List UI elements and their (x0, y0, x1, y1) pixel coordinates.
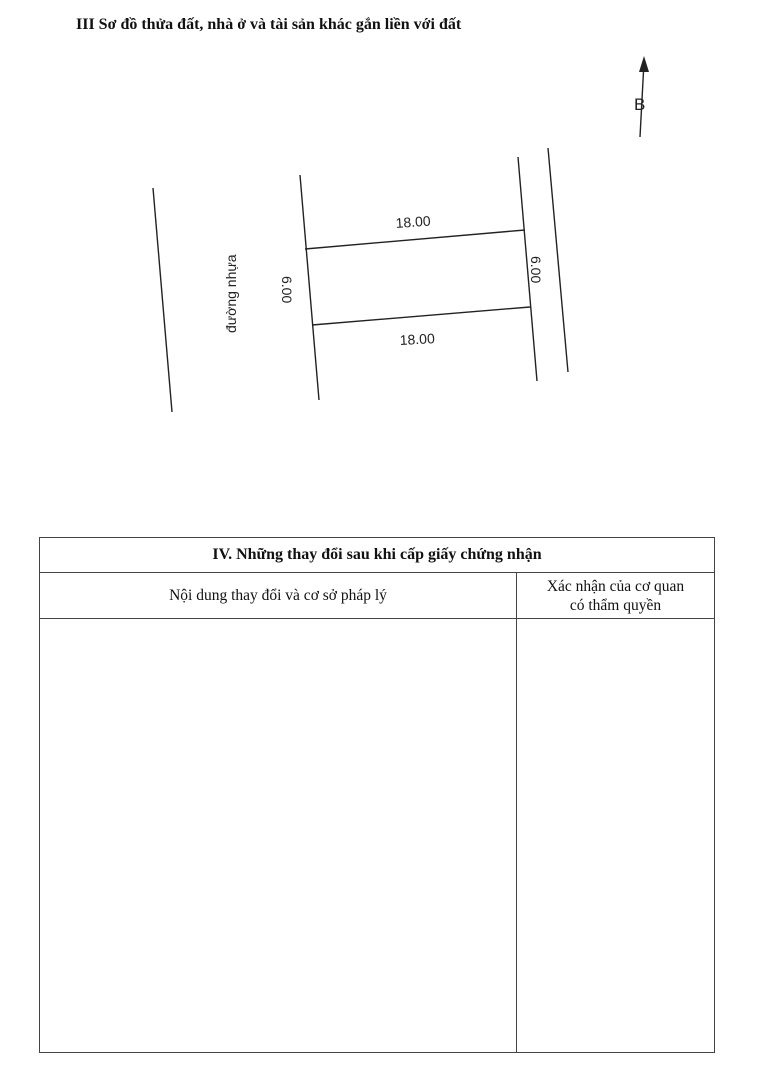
confirmation-label-line2: có thẩm quyền (569, 596, 662, 614)
content-column-body (40, 619, 517, 1052)
plot-top-edge (305, 230, 525, 249)
top-length-label: 18.00 (395, 212, 432, 231)
confirmation-column-body (517, 619, 714, 1052)
road-edge-line (153, 188, 172, 412)
confirmation-column-header (517, 573, 714, 619)
plot-left-boundary (300, 175, 319, 400)
plot-bottom-edge (312, 307, 530, 325)
confirmation-label-line1: Xác nhận của cơ quan (546, 577, 685, 595)
section-iii-title: III Sơ đồ thửa đất, nhà ở và tài sản khác gắn liền với đất (76, 16, 462, 33)
bottom-length-label: 18.00 (399, 330, 436, 348)
land-plot-diagram (0, 0, 764, 480)
content-column-label: Nội dung thay đổi và cơ sở pháp lý (169, 587, 387, 604)
north-label: B (634, 95, 646, 114)
road-label: đường nhựa (223, 254, 239, 333)
left-width-label: 6.00 (279, 276, 295, 304)
section-iv-title: IV. Những thay đổi sau khi cấp giấy chứng nhận (40, 538, 714, 573)
changes-table (39, 537, 715, 1053)
content-column-header (40, 573, 517, 619)
street-edge-line (548, 148, 568, 372)
right-width-label: 6.00 (528, 256, 544, 284)
